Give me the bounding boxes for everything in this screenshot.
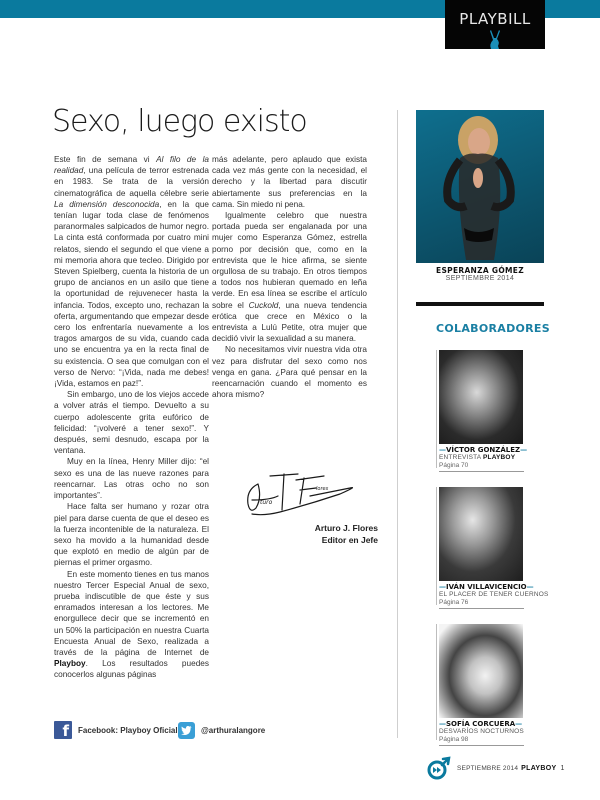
contributor-section: ENTREVISTA PLAYBOY (439, 454, 516, 461)
contributor-card (439, 487, 549, 609)
author-title: Editor en Jefe (321, 535, 378, 545)
article-column-1 (54, 154, 209, 681)
bunny-icon (488, 30, 502, 49)
section-badge (445, 0, 545, 49)
article-paragraph: Muy en la línea, Henry Miller dijo: “el sexo es una de las nueve razones para reencarnar. Las otras ocho no son importantes”. (54, 457, 209, 501)
article-paragraph: Hace falta ser humano y rozar otra piel para darse cuenta de que el deseo es la fuerza incontenible de la naturaleza. El sexo ha movido a la humanidad desde que explotó en medio de algún par de piernas el primer orgasmo. (54, 502, 209, 568)
contributor-rule (439, 471, 524, 472)
twitter-link[interactable] (178, 720, 265, 740)
footer-brand: PLAYBOY (521, 764, 557, 772)
twitter-icon (178, 722, 195, 739)
footer-date: SEPTIEMBRE 2014 (457, 764, 519, 772)
facebook-link[interactable] (54, 720, 178, 740)
contributor-photo (439, 487, 523, 581)
svg-text:turo: turo (260, 499, 273, 506)
sidebar-rule (416, 302, 544, 306)
contributor-page: Página 98 (439, 736, 469, 743)
article-column-2 (212, 154, 367, 400)
signature-image (240, 470, 360, 520)
contributor-name: —IVÁN VILLAVICENCIO— (439, 583, 534, 591)
page-number: 1 (560, 764, 565, 772)
colaboradores-heading: COLABORADORES (436, 322, 550, 335)
facebook-icon: f (54, 721, 72, 739)
article-paragraph: Sin embargo, uno de los viejos accede a volver atrás el tiempo. Devuelto a su cuerpo adolescente grita eufórico de felicidad: “¡volveré a tener sexo!”. Y después, semi desnudo, escapa por la ventana. (54, 390, 209, 456)
cover-model-name: ESPERANZA GÓMEZ (436, 266, 524, 275)
author-name: Arturo J. Flores (314, 523, 378, 533)
contributor-photo (439, 350, 523, 444)
svg-text:lores: lores (316, 486, 329, 492)
playboy-male-symbol-icon (427, 756, 451, 780)
contributor-accent-line (436, 350, 437, 468)
page-footer (427, 756, 564, 780)
contributor-accent-line (436, 624, 437, 740)
contributor-card (439, 350, 531, 472)
facebook-label: Facebook: Playboy Oficial (78, 725, 178, 735)
section-label: PLAYBILL (459, 10, 531, 28)
contributor-page: Página 76 (439, 599, 469, 606)
contributor-page: Página 70 (439, 462, 469, 469)
contributor-name: —SOFÍA CORCUERA— (439, 720, 523, 728)
contributor-name: —VÍCTOR GONZÁLEZ— (439, 446, 528, 454)
article-headline: Sexo, luego existo (52, 104, 307, 139)
cover-issue-date: SEPTIEMBRE 2014 (445, 275, 515, 282)
article-paragraph: Este fin de semana vi Al filo de la realidad, una película de terror estrenada en 1983. Se trata de la versión cinematográfica de aquella célebre serie La dimensión desconocida, en la que tenían lugar toda clase de fenómenos paranormales salpicados de humor negro. La cinta está conformada por cuatro mini relatos, siendo el segundo el que viene a mi memoria ahora que tecleo. Dirigido por Steven Spielberg, cuenta la historia de un grupo de ancianos en un asilo que tiene la oportunidad de rejuvenecer hasta la infancia. Todos, excepto uno, rechazan la oferta, argumentando que empezar desde cero los enfrentaría nuevamente a los tragos amargos de su vida, cuando cada uno se encuentra ya en la recta final de su existencia. O sea que comulgan con el verso de Nervo: “¡Vida, nada me debes! ¡Vida, estamos en paz!”. (54, 155, 210, 389)
article-paragraph: En este momento tienes en tus manos nuestro Tercer Especial Anual de sexo, prueba indiscutible de que éste y sus enramados interesan a los lectores. Me enorgullece decir que se incrementó en un 50% la participación en nuestra Cuarta Encuesta Anual de Sexo, realizada a través de la página de Internet de Playboy. Los resultados puedes conocerlos algunas páginas (54, 569, 209, 680)
contributor-photo (439, 624, 523, 718)
contributor-card (439, 624, 531, 746)
contributor-section: DESVARÍOS NOCTURNOS (439, 728, 524, 735)
contributor-section: EL PLACER DE TENER CUERNOS (439, 591, 549, 598)
article-paragraph: más adelante, pero aplaudo que exista cada vez más gente con la necesidad, el derecho y la libertad para discutir abiertamente sus preferencias en la cama. Sin miedo ni pena. (212, 155, 367, 209)
article-paragraph: Igualmente celebro que nuestra portada pueda ser engalanada por una mujer como Esperanza Gómez, estrella porno por decisión que, como en la entrevista que le hice afirma, se siente orgullosa de su trabajo. En otros tiempos a todos nos hubieran quemado en leña verde. En esa línea se escribe el artículo sobre el Cuckold, una nueva tendencia erótica que crece en México o la entrevista a Lulú Petite, otra mujer que decidió vivir la sexualidad a su manera. (212, 211, 367, 344)
column-divider (397, 110, 398, 738)
contributor-accent-line (436, 487, 437, 605)
cover-photo (416, 110, 544, 263)
contributor-rule (439, 608, 524, 609)
twitter-label: @arthuralangore (201, 725, 266, 735)
contributor-rule (439, 745, 524, 746)
article-paragraph: No necesitamos vivir nuestra vida otra vez para disfrutar del sexo como nos venga en gana. ¿Para qué pensar en la reencarnación cuando el momento es ahora mismo? (212, 345, 367, 400)
